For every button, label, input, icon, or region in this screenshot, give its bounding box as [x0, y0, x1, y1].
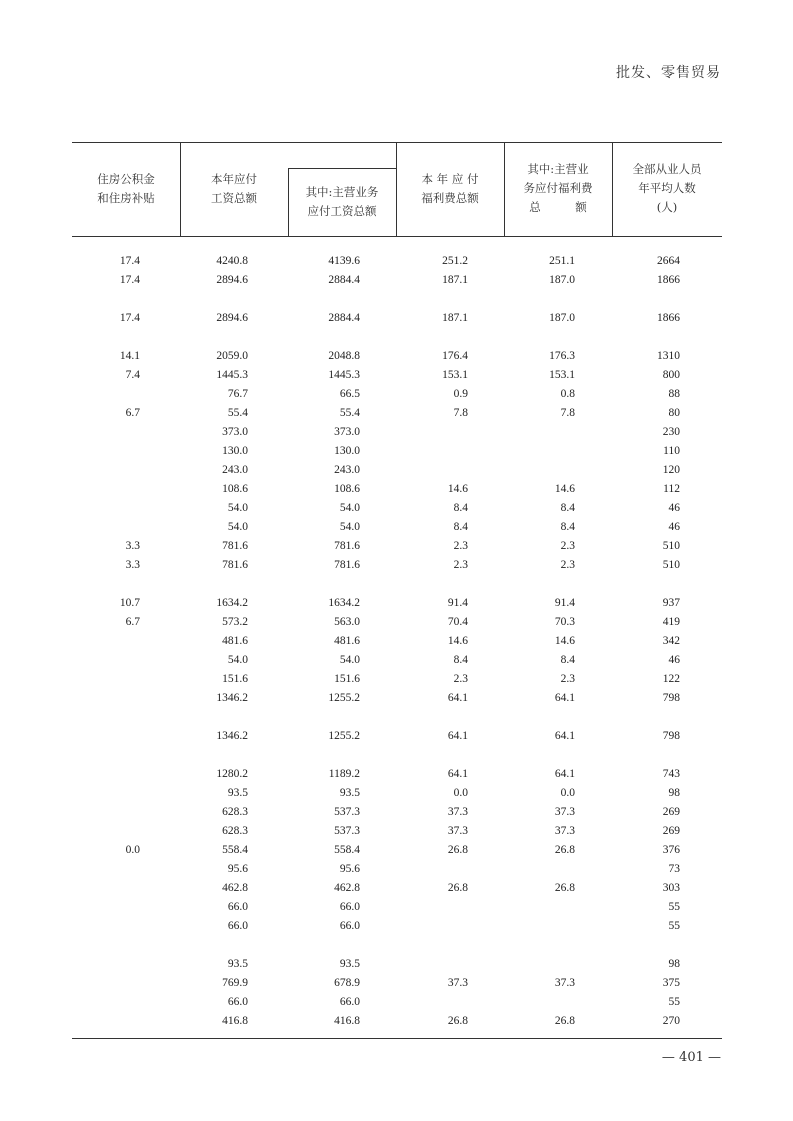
table-row: [0, 366, 793, 384]
table-row: [0, 556, 793, 574]
table-cell: 3.3: [125, 559, 140, 571]
table-cell: 14.6: [554, 483, 575, 495]
table-cell: 70.4: [447, 616, 468, 628]
table-row: [0, 784, 793, 802]
table-cell: 1255.2: [328, 692, 360, 704]
table-row: [0, 518, 793, 536]
table-row: [0, 898, 793, 916]
table-row: [0, 993, 793, 1011]
table-cell: 95.6: [339, 863, 360, 875]
table-cell: 0.0: [560, 787, 575, 799]
table-row: [0, 480, 793, 498]
table-cell: 76.7: [227, 388, 248, 400]
table-cell: 17.4: [119, 255, 140, 267]
table-row: [0, 404, 793, 422]
table-cell: 10.7: [119, 597, 140, 609]
column-header-main-business-wages: 其中:主营业务 应付工资总额: [305, 185, 379, 218]
table-cell: 130.0: [222, 445, 248, 457]
table-cell: 798: [662, 692, 680, 704]
table-cell: 419: [662, 616, 680, 628]
table-row: [0, 613, 793, 631]
table-cell: 176.4: [442, 350, 468, 362]
table-cell: 4139.6: [328, 255, 360, 267]
table-row: [0, 271, 793, 289]
table-cell: 628.3: [222, 806, 248, 818]
table-cell: 64.1: [447, 730, 468, 742]
table-cell: 46: [668, 521, 680, 533]
table-cell: 510: [662, 540, 680, 552]
header-bottom-rule: [72, 236, 722, 237]
table-row: [0, 955, 793, 973]
table-cell: 66.0: [227, 901, 248, 913]
table-cell: 64.1: [554, 730, 575, 742]
table-cell: 3.3: [125, 540, 140, 552]
table-cell: 373.0: [334, 426, 360, 438]
table-cell: 95.6: [227, 863, 248, 875]
table-cell: 1310: [657, 350, 680, 362]
table-cell: 0.0: [125, 844, 140, 856]
table-cell: 7.8: [560, 407, 575, 419]
table-cell: 2.3: [453, 673, 468, 685]
table-cell: 251.1: [549, 255, 575, 267]
table-row: [0, 423, 793, 441]
table-cell: 66.0: [227, 920, 248, 932]
table-bottom-rule: [72, 1038, 722, 1039]
table-cell: 0.8: [560, 388, 575, 400]
table-cell: 66.0: [339, 996, 360, 1008]
table-cell: 2.3: [560, 559, 575, 571]
table-cell: 54.0: [339, 521, 360, 533]
table-row: [0, 860, 793, 878]
table-cell: 243.0: [222, 464, 248, 476]
table-cell: 1634.2: [216, 597, 248, 609]
table-row: [0, 651, 793, 669]
table-cell: 46: [668, 654, 680, 666]
table-cell: 110: [663, 445, 680, 457]
table-cell: 37.3: [554, 977, 575, 989]
table-cell: 98: [668, 787, 680, 799]
table-cell: 8.4: [453, 521, 468, 533]
table-cell: 375: [662, 977, 680, 989]
subheader-rule: [288, 168, 396, 169]
table-cell: 1445.3: [328, 369, 360, 381]
table-row: [0, 689, 793, 707]
table-row: [0, 442, 793, 460]
table-cell: 481.6: [334, 635, 360, 647]
table-cell: 37.3: [554, 806, 575, 818]
table-cell: 64.1: [554, 692, 575, 704]
table-row: [0, 594, 793, 612]
table-row: [0, 803, 793, 821]
table-cell: 6.7: [125, 407, 140, 419]
table-cell: 17.4: [119, 274, 140, 286]
table-cell: 153.1: [549, 369, 575, 381]
table-cell: 743: [662, 768, 680, 780]
table-cell: 678.9: [334, 977, 360, 989]
table-cell: 66.5: [339, 388, 360, 400]
table-cell: 14.6: [447, 483, 468, 495]
table-row: [0, 537, 793, 555]
table-cell: 573.2: [222, 616, 248, 628]
table-cell: 98: [668, 958, 680, 970]
table-cell: 769.9: [222, 977, 248, 989]
table-cell: 8.4: [560, 654, 575, 666]
table-row: [0, 917, 793, 935]
table-cell: 120: [662, 464, 680, 476]
table-row: [0, 841, 793, 859]
table-cell: 37.3: [447, 825, 468, 837]
table-cell: 26.8: [447, 882, 468, 894]
table-cell: 14.6: [447, 635, 468, 647]
table-cell: 7.4: [125, 369, 140, 381]
table-cell: 8.4: [453, 502, 468, 514]
table-cell: 91.4: [554, 597, 575, 609]
table-cell: 510: [662, 559, 680, 571]
table-cell: 54.0: [227, 521, 248, 533]
table-cell: 66.0: [227, 996, 248, 1008]
table-cell: 8.4: [453, 654, 468, 666]
table-cell: 108.6: [334, 483, 360, 495]
table-cell: 151.6: [222, 673, 248, 685]
table-cell: 1255.2: [328, 730, 360, 742]
table-cell: 37.3: [447, 977, 468, 989]
table-cell: 1634.2: [328, 597, 360, 609]
table-cell: 2664: [657, 255, 680, 267]
table-cell: 1280.2: [216, 768, 248, 780]
table-cell: 130.0: [334, 445, 360, 457]
table-row: [0, 632, 793, 650]
table-cell: 54.0: [339, 502, 360, 514]
table-cell: 558.4: [334, 844, 360, 856]
table-cell: 122: [662, 673, 680, 685]
table-cell: 342: [662, 635, 680, 647]
table-cell: 269: [662, 806, 680, 818]
table-cell: 251.2: [442, 255, 468, 267]
column-header-welfare-total: 本 年 应 付 福利费总额: [421, 172, 479, 205]
table-row: [0, 309, 793, 327]
table-cell: 54.0: [227, 502, 248, 514]
table-cell: 26.8: [554, 1015, 575, 1027]
table-row: [0, 252, 793, 270]
table-cell: 7.8: [453, 407, 468, 419]
table-cell: 187.0: [549, 274, 575, 286]
table-cell: 376: [662, 844, 680, 856]
table-cell: 187.1: [442, 312, 468, 324]
page-number: — 401 —: [661, 1050, 721, 1065]
table-cell: 2.3: [453, 540, 468, 552]
table-cell: 0.9: [453, 388, 468, 400]
table-row: [0, 461, 793, 479]
table-cell: 2884.4: [328, 274, 360, 286]
table-cell: 481.6: [222, 635, 248, 647]
table-cell: 2048.8: [328, 350, 360, 362]
table-cell: 88: [668, 388, 680, 400]
table-row: [0, 727, 793, 745]
table-cell: 37.3: [554, 825, 575, 837]
table-cell: 54.0: [339, 654, 360, 666]
table-cell: 80: [668, 407, 680, 419]
table-cell: 151.6: [334, 673, 360, 685]
table-cell: 416.8: [222, 1015, 248, 1027]
table-cell: 1866: [657, 312, 680, 324]
table-cell: 537.3: [334, 825, 360, 837]
table-cell: 8.4: [560, 502, 575, 514]
table-row: [0, 974, 793, 992]
table-cell: 26.8: [447, 1015, 468, 1027]
table-cell: 462.8: [334, 882, 360, 894]
table-cell: 66.0: [339, 920, 360, 932]
table-cell: 46: [668, 502, 680, 514]
table-cell: 8.4: [560, 521, 575, 533]
table-cell: 243.0: [334, 464, 360, 476]
table-cell: 230: [662, 426, 680, 438]
table-row: [0, 347, 793, 365]
table-cell: 108.6: [222, 483, 248, 495]
column-header-housing-fund: 住房公积金 和住房补贴: [97, 172, 155, 205]
table-cell: 1346.2: [216, 692, 248, 704]
table-cell: 37.3: [447, 806, 468, 818]
table-cell: 6.7: [125, 616, 140, 628]
column-header-main-business-welfare: 其中:主营业 务应付福利费 总 额: [523, 162, 593, 214]
table-cell: 269: [662, 825, 680, 837]
table-cell: 1189.2: [328, 768, 360, 780]
table-row: [0, 879, 793, 897]
table-row: [0, 385, 793, 403]
table-cell: 66.0: [339, 901, 360, 913]
table-cell: 70.3: [554, 616, 575, 628]
table-cell: 781.6: [222, 540, 248, 552]
table-cell: 2894.6: [216, 274, 248, 286]
table-row: [0, 765, 793, 783]
table-cell: 1346.2: [216, 730, 248, 742]
table-cell: 14.1: [119, 350, 140, 362]
table-cell: 64.1: [447, 692, 468, 704]
table-cell: 26.8: [554, 844, 575, 856]
table-row: [0, 822, 793, 840]
table-cell: 93.5: [227, 958, 248, 970]
table-cell: 93.5: [227, 787, 248, 799]
table-cell: 416.8: [334, 1015, 360, 1027]
column-header-avg-employees: 全部从业人员 年平均人数 (人): [632, 162, 702, 214]
table-cell: 1866: [657, 274, 680, 286]
table-row: [0, 1012, 793, 1030]
table-top-rule: [72, 142, 722, 143]
table-cell: 563.0: [334, 616, 360, 628]
table-cell: 91.4: [447, 597, 468, 609]
table-cell: 26.8: [447, 844, 468, 856]
table-cell: 26.8: [554, 882, 575, 894]
table-cell: 93.5: [339, 958, 360, 970]
table-cell: 800: [662, 369, 680, 381]
table-cell: 2.3: [560, 540, 575, 552]
table-cell: 17.4: [119, 312, 140, 324]
table-cell: 462.8: [222, 882, 248, 894]
table-cell: 64.1: [447, 768, 468, 780]
table-cell: 2884.4: [328, 312, 360, 324]
column-header-wages-total: 本年应付 工资总额: [211, 172, 257, 205]
table-cell: 798: [662, 730, 680, 742]
table-cell: 781.6: [334, 559, 360, 571]
table-cell: 2059.0: [216, 350, 248, 362]
table-cell: 781.6: [222, 559, 248, 571]
table-cell: 781.6: [334, 540, 360, 552]
table-cell: 628.3: [222, 825, 248, 837]
table-cell: 303: [662, 882, 680, 894]
table-cell: 937: [662, 597, 680, 609]
table-cell: 14.6: [554, 635, 575, 647]
table-cell: 2894.6: [216, 312, 248, 324]
table-cell: 0.0: [453, 787, 468, 799]
table-cell: 64.1: [554, 768, 575, 780]
table-cell: 176.3: [549, 350, 575, 362]
table-cell: 373.0: [222, 426, 248, 438]
table-row: [0, 670, 793, 688]
table-cell: 537.3: [334, 806, 360, 818]
table-cell: 54.0: [227, 654, 248, 666]
table-cell: 55: [668, 996, 680, 1008]
table-cell: 4240.8: [216, 255, 248, 267]
table-cell: 153.1: [442, 369, 468, 381]
table-cell: 1445.3: [216, 369, 248, 381]
table-cell: 2.3: [453, 559, 468, 571]
table-cell: 93.5: [339, 787, 360, 799]
table-cell: 55: [668, 901, 680, 913]
table-row: [0, 499, 793, 517]
table-cell: 112: [663, 483, 680, 495]
page-header-title: 批发、零售贸易: [616, 65, 721, 81]
table-cell: 73: [668, 863, 680, 875]
table-cell: 55: [668, 920, 680, 932]
table-cell: 55.4: [339, 407, 360, 419]
table-cell: 270: [662, 1015, 680, 1027]
table-cell: 187.0: [549, 312, 575, 324]
table-cell: 2.3: [560, 673, 575, 685]
table-cell: 187.1: [442, 274, 468, 286]
table-cell: 55.4: [227, 407, 248, 419]
table-cell: 558.4: [222, 844, 248, 856]
